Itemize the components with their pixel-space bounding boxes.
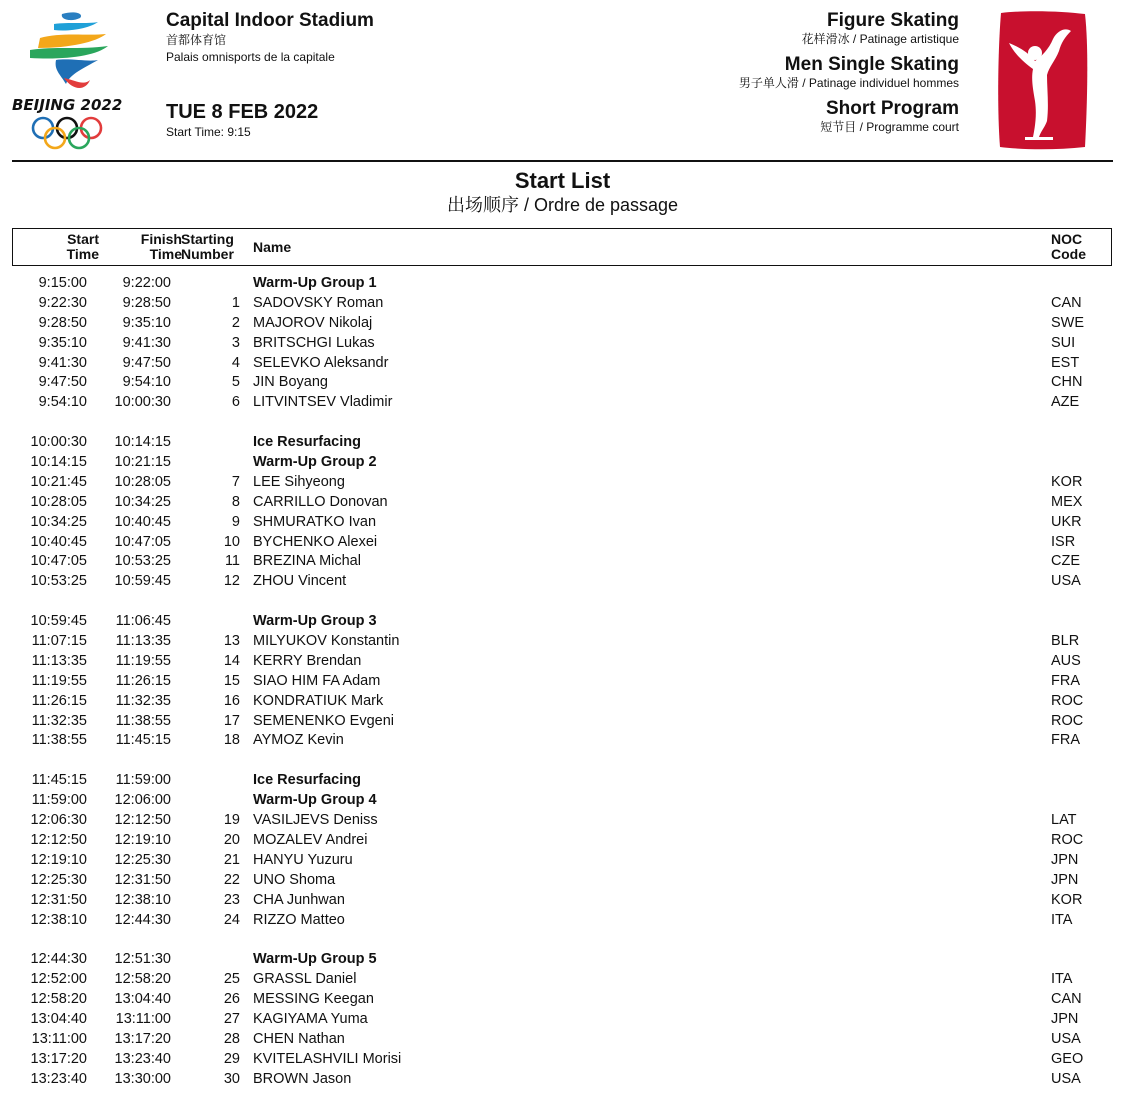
cell-name: MAJOROV Nikolaj: [253, 314, 373, 331]
cell-noc-code: JPN: [1051, 851, 1079, 868]
cell-finish-time: 12:06:00: [114, 792, 171, 809]
cell-noc-code: AUS: [1051, 652, 1081, 669]
cell-name: KVITELASHVILI Morisi: [253, 1050, 402, 1067]
cell-start-time: 10:40:45: [30, 533, 87, 550]
event-date: TUE 8 FEB 2022: [166, 101, 319, 123]
cell-starting-number: 2: [231, 314, 240, 331]
cell-starting-number: 10: [223, 533, 240, 550]
beijing-2022-logo: [10, 8, 140, 156]
cell-name: JIN Boyang: [253, 374, 328, 391]
cell-start-time: 12:19:10: [30, 851, 87, 868]
cell-finish-time: 12:51:30: [114, 951, 171, 968]
cell-starting-number: 19: [223, 812, 240, 829]
cell-finish-time: 10:28:05: [114, 473, 171, 490]
phase-title: Short Program: [825, 98, 959, 119]
cell-start-time: 13:17:20: [30, 1050, 87, 1067]
cell-finish-time: 12:38:10: [114, 891, 171, 908]
cell-finish-time: 12:25:30: [114, 851, 171, 868]
cell-start-time: 12:52:00: [30, 971, 87, 988]
cell-noc-code: BLR: [1051, 633, 1080, 650]
figure-skating-icon: [995, 9, 1091, 151]
cell-name: CARRILLO Donovan: [253, 493, 388, 510]
cell-name: MESSING Keegan: [253, 991, 374, 1008]
cell-starting-number: 30: [223, 1070, 240, 1087]
venue-name-zh: 首都体育馆: [166, 33, 227, 47]
cell-starting-number: 14: [223, 652, 240, 669]
cell-finish-time: 11:19:55: [115, 652, 171, 669]
cell-noc-code: CHN: [1051, 374, 1083, 391]
table-row: [0, 1010, 1125, 1030]
cell-finish-time: 10:14:15: [114, 434, 171, 451]
start-time: Start Time: 9:15: [166, 125, 251, 139]
cell-noc-code: ROC: [1051, 831, 1084, 848]
cell-name: SEMENENKO Evgeni: [253, 712, 395, 729]
cell-name: LEE Sihyeong: [253, 473, 345, 490]
cell-noc-code: USA: [1051, 1070, 1081, 1087]
table-row: [0, 294, 1125, 314]
cell-starting-number: 16: [223, 692, 240, 709]
cell-name: ZHOU Vincent: [253, 573, 347, 590]
table-row: [0, 791, 1125, 811]
cell-start-time: 13:23:40: [30, 1070, 87, 1087]
cell-noc-code: FRA: [1051, 672, 1080, 689]
table-row: [0, 831, 1125, 851]
venue-name: Capital Indoor Stadium: [166, 10, 374, 31]
cell-noc-code: LAT: [1051, 812, 1077, 829]
cell-noc-code: USA: [1051, 1030, 1081, 1047]
cell-name: BROWN Jason: [253, 1070, 352, 1087]
cell-finish-time: 11:38:55: [115, 712, 171, 729]
cell-name: GRASSL Daniel: [253, 971, 357, 988]
table-row: [0, 771, 1125, 791]
cell-start-time: 9:41:30: [38, 354, 87, 371]
table-row: [0, 851, 1125, 871]
cell-start-time: 11:13:35: [31, 652, 87, 669]
cell-finish-time: 9:28:50: [122, 294, 171, 311]
cell-noc-code: MEX: [1051, 493, 1083, 510]
cell-start-time: 13:04:40: [30, 1010, 87, 1027]
cell-starting-number: 24: [223, 911, 240, 928]
table-row-spacer: [0, 592, 1125, 612]
games-emblem-icon: [10, 8, 140, 156]
table-row: [0, 552, 1125, 572]
table-row: [0, 891, 1125, 911]
cell-noc-code: CZE: [1051, 553, 1080, 570]
cell-starting-number: 15: [223, 672, 240, 689]
cell-start-time: 12:44:30: [30, 951, 87, 968]
cell-starting-number: 5: [231, 374, 240, 391]
cell-start-time: 11:45:15: [31, 772, 87, 789]
table-row: [0, 731, 1125, 751]
table-row-spacer: [0, 930, 1125, 950]
cell-name: HANYU Yuzuru: [253, 851, 353, 868]
cell-noc-code: EST: [1051, 354, 1080, 371]
cell-finish-time: 10:53:25: [114, 553, 171, 570]
cell-name: LITVINTSEV Vladimir: [253, 394, 393, 411]
cell-finish-time: 9:54:10: [122, 374, 171, 391]
cell-finish-time: 12:44:30: [114, 911, 171, 928]
cell-finish-time: 11:26:15: [115, 672, 171, 689]
cell-noc-code: JPN: [1051, 871, 1079, 888]
cell-noc-code: SUI: [1051, 334, 1076, 351]
table-row: [0, 871, 1125, 891]
cell-name: KAGIYAMA Yuma: [253, 1010, 368, 1027]
cell-finish-time: 10:47:05: [114, 533, 171, 550]
cell-start-time: 12:58:20: [30, 991, 87, 1008]
olympic-rings-icon: [33, 118, 101, 148]
cell-finish-time: 11:45:15: [115, 732, 171, 749]
sport-subtitle: 花样滑冰 / Patinage artistique: [801, 32, 959, 46]
cell-finish-time: 13:23:40: [114, 1050, 171, 1067]
table-row: [0, 652, 1125, 672]
document-title-block: [0, 168, 1125, 216]
table-row: [0, 533, 1125, 553]
cell-starting-number: 21: [223, 851, 240, 868]
table-header: [12, 228, 1112, 266]
cell-starting-number: 12: [223, 573, 240, 590]
cell-starting-number: 25: [223, 971, 240, 988]
cell-name: VASILJEVS Deniss: [253, 812, 378, 829]
cell-name: Warm-Up Group 1: [253, 275, 377, 291]
table-row: [0, 911, 1125, 931]
cell-noc-code: ROC: [1051, 712, 1084, 729]
cell-finish-time: 10:40:45: [114, 513, 171, 530]
cell-starting-number: 20: [223, 831, 240, 848]
cell-starting-number: 23: [223, 891, 240, 908]
cell-finish-time: 9:41:30: [122, 334, 171, 351]
table-row: [0, 990, 1125, 1010]
cell-noc-code: ISR: [1051, 533, 1076, 550]
cell-start-time: 12:31:50: [30, 891, 87, 908]
cell-starting-number: 27: [223, 1010, 240, 1027]
header-divider: [12, 160, 1113, 162]
venue-block: [166, 10, 374, 66]
header-start-time: Start Time: [66, 231, 99, 262]
cell-start-time: 11:38:55: [31, 732, 87, 749]
table-row: [0, 334, 1125, 354]
cell-noc-code: ROC: [1051, 692, 1084, 709]
table-row: [0, 970, 1125, 990]
cell-starting-number: 26: [223, 991, 240, 1008]
cell-starting-number: 1: [231, 294, 240, 311]
start-list-table: [0, 274, 1125, 1090]
cell-start-time: 10:34:25: [30, 513, 87, 530]
event-subtitle: 男子单人滑 / Patinage individuel hommes: [738, 76, 959, 90]
cell-finish-time: 10:59:45: [114, 573, 171, 590]
cell-finish-time: 12:31:50: [114, 871, 171, 888]
cell-start-time: 12:12:50: [30, 831, 87, 848]
table-row-spacer: [0, 413, 1125, 433]
cell-noc-code: GEO: [1051, 1050, 1084, 1067]
cell-finish-time: 11:06:45: [115, 613, 171, 630]
cell-name: Warm-Up Group 3: [253, 613, 377, 630]
cell-noc-code: CAN: [1051, 991, 1082, 1008]
cell-noc-code: FRA: [1051, 732, 1080, 749]
cell-start-time: 9:28:50: [38, 314, 87, 331]
table-row: [0, 672, 1125, 692]
cell-start-time: 13:11:00: [31, 1030, 87, 1047]
table-row: [0, 314, 1125, 334]
cell-start-time: 10:59:45: [30, 613, 87, 630]
event-block: [739, 10, 959, 142]
cell-name: RIZZO Matteo: [253, 911, 345, 928]
header-noc-code: NOC Code: [1051, 231, 1086, 262]
cell-starting-number: 8: [231, 493, 240, 510]
cell-starting-number: 11: [224, 553, 240, 570]
cell-name: Ice Resurfacing: [253, 434, 361, 451]
table-row: [0, 1050, 1125, 1070]
cell-finish-time: 12:58:20: [114, 971, 171, 988]
cell-start-time: 12:38:10: [30, 911, 87, 928]
cell-noc-code: ITA: [1051, 911, 1073, 928]
header-starting-number: Starting Number: [181, 231, 234, 262]
cell-name: Warm-Up Group 2: [253, 454, 377, 471]
cell-starting-number: 9: [231, 513, 240, 530]
cell-starting-number: 28: [223, 1030, 240, 1047]
cell-starting-number: 6: [231, 394, 240, 411]
cell-start-time: 10:28:05: [30, 493, 87, 510]
cell-finish-time: 10:34:25: [114, 493, 171, 510]
cell-finish-time: 13:30:00: [114, 1070, 171, 1087]
cell-name: BRITSCHGI Lukas: [253, 334, 375, 351]
cell-noc-code: CAN: [1051, 294, 1082, 311]
table-row: [0, 433, 1125, 453]
cell-finish-time: 9:35:10: [122, 314, 171, 331]
cell-finish-time: 13:11:00: [115, 1010, 171, 1027]
table-row: [0, 1070, 1125, 1090]
cell-start-time: 9:22:30: [38, 294, 87, 311]
cell-noc-code: ITA: [1051, 971, 1073, 988]
cell-start-time: 9:47:50: [38, 374, 87, 391]
cell-name: SIAO HIM FA Adam: [253, 672, 381, 689]
table-row: [0, 393, 1125, 413]
cell-finish-time: 13:04:40: [114, 991, 171, 1008]
cell-finish-time: 10:00:30: [114, 394, 171, 411]
cell-start-time: 11:07:15: [31, 633, 87, 650]
phase-subtitle: 短节目 / Programme court: [820, 120, 959, 134]
cell-name: CHA Junhwan: [253, 891, 345, 908]
venue-name-fr: Palais omnisports de la capitale: [166, 50, 335, 64]
cell-finish-time: 12:19:10: [114, 831, 171, 848]
cell-noc-code: JPN: [1051, 1010, 1079, 1027]
cell-name: AYMOZ Kevin: [253, 732, 344, 749]
table-row: [0, 572, 1125, 592]
cell-starting-number: 29: [223, 1050, 240, 1067]
table-row: [0, 274, 1125, 294]
table-row: [0, 692, 1125, 712]
cell-start-time: 11:19:55: [31, 672, 87, 689]
cell-noc-code: UKR: [1051, 513, 1082, 530]
header-finish-time: Finish Time: [140, 231, 182, 262]
table-row: [0, 612, 1125, 632]
cell-start-time: 10:21:45: [30, 473, 87, 490]
cell-noc-code: SWE: [1051, 314, 1085, 331]
cell-name: BYCHENKO Alexei: [253, 533, 378, 550]
date-block: [166, 100, 318, 140]
cell-finish-time: 11:32:35: [115, 692, 171, 709]
cell-start-time: 12:06:30: [30, 812, 87, 829]
table-row: [0, 712, 1125, 732]
sport-title: Figure Skating: [827, 10, 959, 31]
cell-name: Warm-Up Group 4: [253, 792, 377, 809]
cell-name: Ice Resurfacing: [253, 772, 361, 789]
cell-start-time: 10:53:25: [30, 573, 87, 590]
cell-name: SELEVKO Aleksandr: [253, 354, 389, 371]
cell-start-time: 10:00:30: [30, 434, 87, 451]
figure-skating-pictogram: [995, 9, 1091, 151]
cell-start-time: 12:25:30: [30, 871, 87, 888]
cell-finish-time: 11:13:35: [115, 633, 171, 650]
cell-name: MOZALEV Andrei: [253, 831, 368, 848]
cell-start-time: 10:47:05: [30, 553, 87, 570]
table-row: [0, 473, 1125, 493]
cell-noc-code: USA: [1051, 573, 1081, 590]
table-row-spacer: [0, 751, 1125, 771]
table-row: [0, 632, 1125, 652]
cell-name: SHMURATKO Ivan: [253, 513, 377, 530]
document-subtitle: 出场顺序 / Ordre de passage: [446, 195, 679, 215]
cell-noc-code: KOR: [1051, 473, 1083, 490]
cell-name: KERRY Brendan: [253, 652, 362, 669]
logo-wordmark: BEIJING 2022: [12, 96, 123, 114]
cell-finish-time: 10:21:15: [114, 454, 171, 471]
cell-starting-number: 17: [223, 712, 240, 729]
table-row: [0, 373, 1125, 393]
table-row: [0, 811, 1125, 831]
cell-start-time: 11:32:35: [31, 712, 87, 729]
cell-name: BREZINA Michal: [253, 553, 361, 570]
table-row: [0, 513, 1125, 533]
cell-noc-code: KOR: [1051, 891, 1083, 908]
cell-name: CHEN Nathan: [253, 1030, 345, 1047]
cell-starting-number: 13: [223, 633, 240, 650]
cell-name: UNO Shoma: [253, 871, 336, 888]
cell-starting-number: 7: [231, 473, 240, 490]
event-title: Men Single Skating: [784, 54, 959, 75]
table-row: [0, 950, 1125, 970]
cell-starting-number: 4: [231, 354, 240, 371]
cell-starting-number: 22: [223, 871, 240, 888]
cell-noc-code: AZE: [1051, 394, 1080, 411]
cell-name: MILYUKOV Konstantin: [253, 633, 400, 650]
cell-start-time: 9:15:00: [38, 275, 87, 291]
table-row: [0, 1030, 1125, 1050]
document-title: Start List: [514, 168, 611, 193]
cell-finish-time: 12:12:50: [114, 812, 171, 829]
cell-start-time: 11:59:00: [31, 792, 87, 809]
table-row: [0, 354, 1125, 374]
cell-finish-time: 13:17:20: [114, 1030, 171, 1047]
cell-start-time: 9:54:10: [38, 394, 87, 411]
cell-finish-time: 9:22:00: [122, 275, 171, 291]
cell-starting-number: 3: [231, 334, 240, 351]
cell-start-time: 9:35:10: [38, 334, 87, 351]
table-row: [0, 453, 1125, 473]
table-row: [0, 493, 1125, 513]
cell-finish-time: 11:59:00: [115, 772, 171, 789]
cell-name: Warm-Up Group 5: [253, 951, 377, 968]
cell-start-time: 11:26:15: [31, 692, 87, 709]
header-name: Name: [253, 239, 292, 255]
cell-name: SADOVSKY Roman: [253, 294, 384, 311]
cell-name: KONDRATIUK Mark: [253, 692, 384, 709]
cell-start-time: 10:14:15: [30, 454, 87, 471]
cell-finish-time: 9:47:50: [122, 354, 171, 371]
cell-starting-number: 18: [223, 732, 240, 749]
